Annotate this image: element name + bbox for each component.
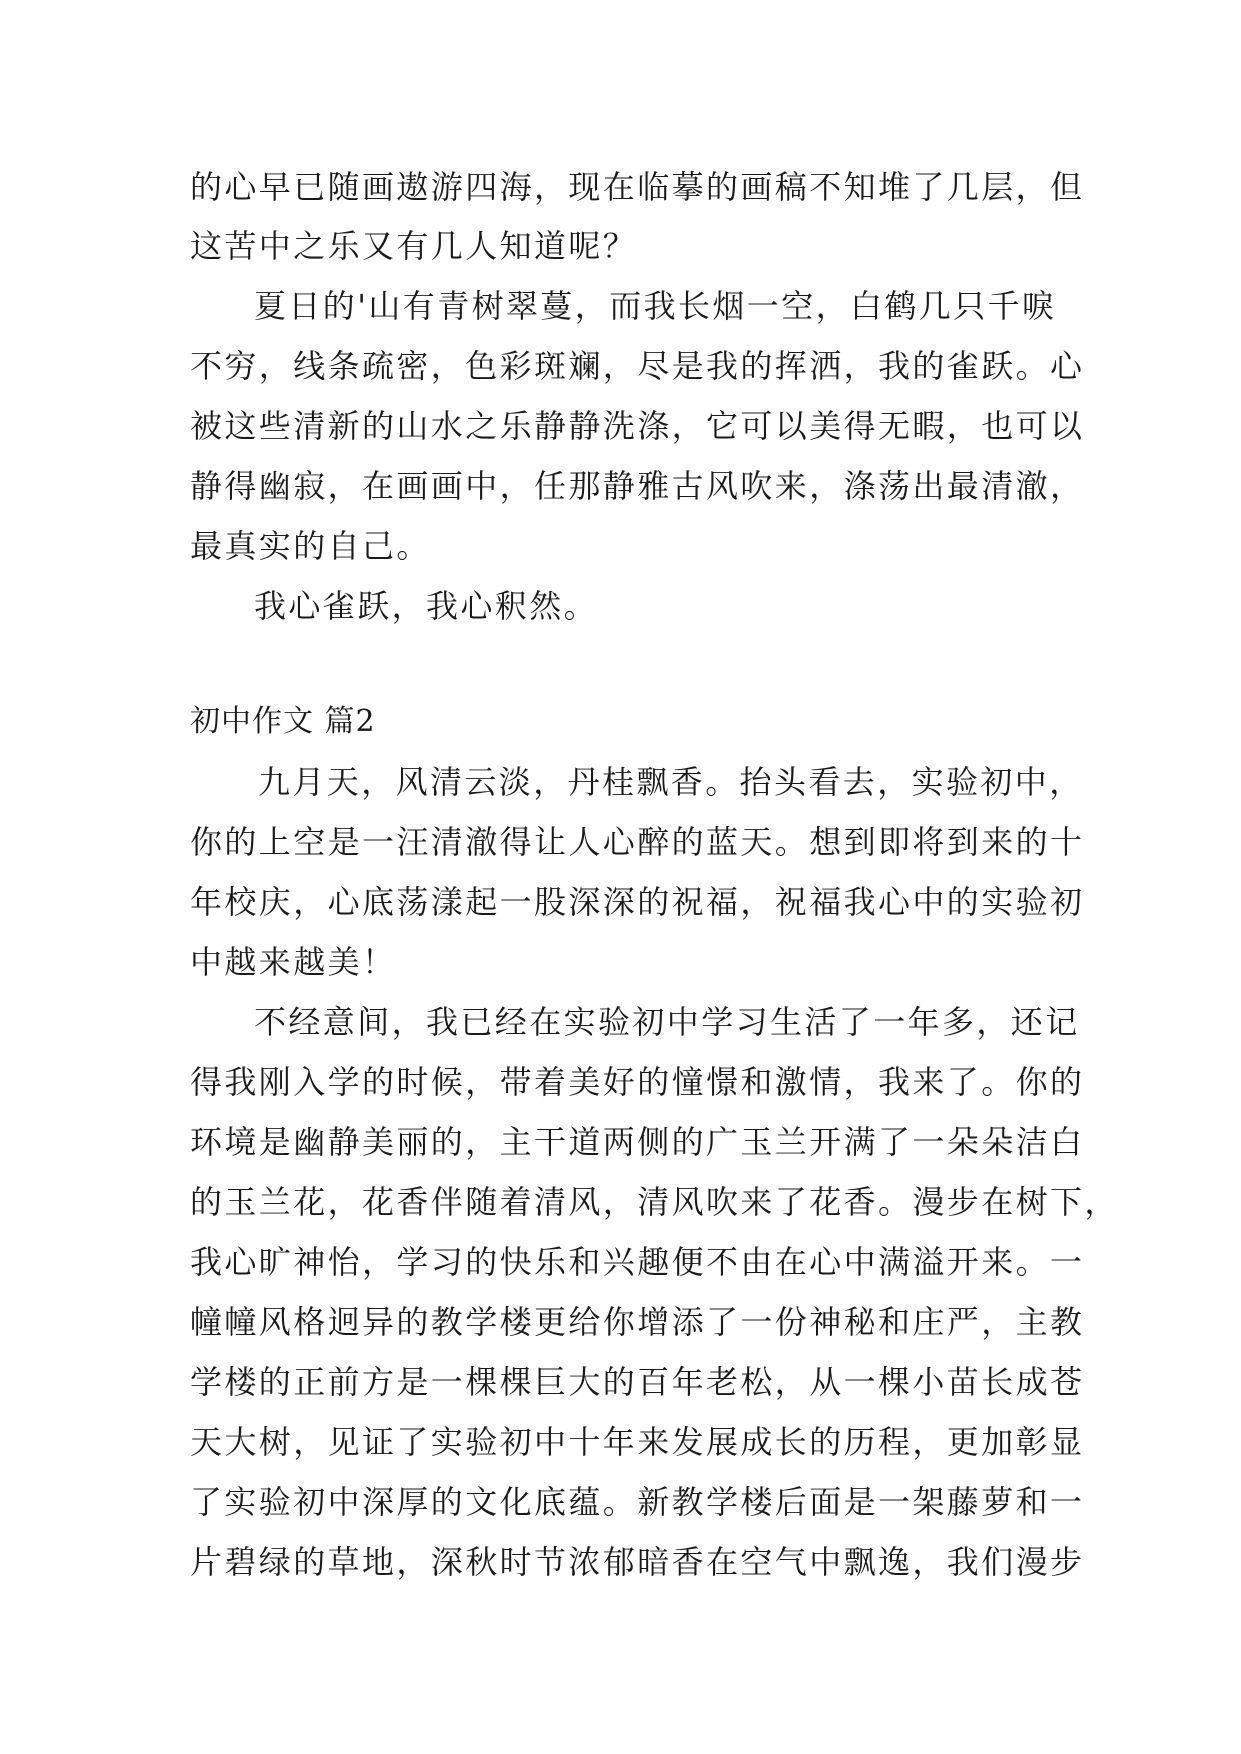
text-line: 幢幢风格迥异的教学楼更给你增添了一份神秘和庄严，主教 [190,1303,1085,1341]
text-line: 你的上空是一汪清澈得让人心醉的蓝天。想到即将到来的十 [190,823,1085,861]
text-line: 九月天，风清云淡，丹桂飘香。抬头看去，实验初中， [258,763,1084,801]
text-line: 我心雀跃，我心釈然。 [254,587,599,625]
text-line: 的心早已随画遨游四海，现在临摹的画稿不知堆了几层，但 [190,168,1085,206]
text-line: 天大树，见证了实验初中十年来发展成长的历程，更加彰显 [190,1423,1085,1461]
text-line: 最真实的自己。 [190,527,431,565]
text-line: 不穷，线条疏密，色彩斑斓，尽是我的挥洒，我的雀跃。心 [190,347,1085,385]
text-line: 夏日的'山有青树翠蔓，而我长烟一空，白鹤几只千唳 [254,287,1057,325]
text-line: 得我刚入学的时候，带着美好的憧憬和激情，我来了。你的 [190,1063,1085,1101]
text-line: 环境是幽静美丽的，主干道两侧的广玉兰开满了一朵朵洁白 [190,1123,1085,1161]
text-line: 片碧绿的草地，深秋时节浓郁暗香在空气中飘逸，我们漫步 [190,1543,1085,1581]
text-line: 这苦中之乐又有几人知道呢？ [190,227,638,265]
text-line: 年校庆，心底荡漾起一股深深的祝福，祝福我心中的实验初 [190,883,1085,921]
text-line: 学楼的正前方是一棵棵巨大的百年老松，从一棵小苗长成苍 [190,1363,1085,1401]
text-line: 中越来越美！ [190,943,397,981]
text-line: 了实验初中深厚的文化底蕴。新教学楼后面是一架藤萝和一 [190,1483,1085,1521]
text-line: 的玉兰花，花香伴随着清风，清风吹来了花香。漫步在树下， [190,1183,1119,1221]
text-line: 静得幽寂，在画画中，任那静雅古风吹来，涤荡出最清澈， [190,467,1085,505]
text-line: 我心旷神怡，学习的快乐和兴趣便不由在心中满溢开来。一 [190,1243,1085,1281]
text-line: 被这些清新的山水之乐静静洗涤，它可以美得无暇，也可以 [190,407,1085,445]
text-line: 不经意间，我已经在实验初中学习生活了一年多，还记 [254,1003,1080,1041]
section-heading: 初中作文 篇2 [190,704,376,739]
